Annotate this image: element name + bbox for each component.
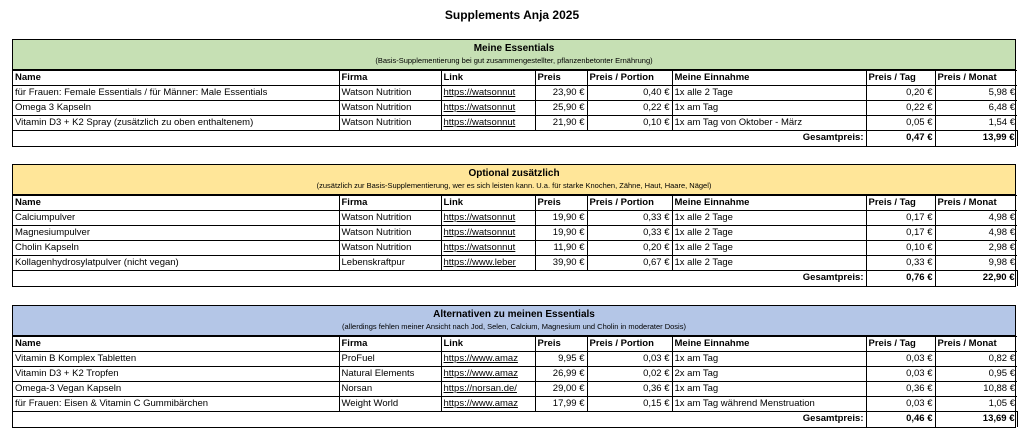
monat-cell: 2,98 € xyxy=(935,241,1017,256)
section-subtitle: (allerdings fehlen meiner Ansicht nach Jod, Selen, Calcium, Magnesium und Cholin in moderater Dosis) xyxy=(342,322,686,331)
portion-cell: 0,67 € xyxy=(587,256,672,271)
header-preis: Preis xyxy=(535,196,587,211)
monat-cell: 1,54 € xyxy=(935,116,1017,131)
header-preis-tag: Preis / Tag xyxy=(866,71,935,86)
header-firma: Firma xyxy=(339,71,441,86)
table-row xyxy=(13,226,1017,241)
table-row xyxy=(13,367,1017,382)
name-cell: Vitamin D3 + K2 Tropfen xyxy=(13,367,339,382)
preis-cell: 39,90 € xyxy=(535,256,587,271)
einnahme-cell: 1x am Tag von Oktober - März xyxy=(672,116,866,131)
firma-cell: ProFuel xyxy=(339,352,441,367)
total-row xyxy=(13,412,1017,427)
header-name: Name xyxy=(13,71,339,86)
name-cell: Cholin Kapseln xyxy=(13,241,339,256)
essentials-table xyxy=(13,70,1018,146)
header-preis-tag: Preis / Tag xyxy=(866,196,935,211)
einnahme-cell: 1x alle 2 Tage xyxy=(672,256,866,271)
firma-cell: Watson Nutrition xyxy=(339,211,441,226)
name-cell: Omega 3 Kapseln xyxy=(13,101,339,116)
portion-cell: 0,40 € xyxy=(587,86,672,101)
preis-cell: 19,90 € xyxy=(535,226,587,241)
header-preis-tag: Preis / Tag xyxy=(866,337,935,352)
total-row xyxy=(13,131,1017,146)
einnahme-cell: 1x am Tag während Menstruation xyxy=(672,397,866,412)
total-per-day: 0,46 € xyxy=(866,412,935,427)
header-preis-portion: Preis / Portion xyxy=(587,337,672,352)
header-firma: Firma xyxy=(339,337,441,352)
total-row xyxy=(13,271,1017,286)
tag-cell: 0,22 € xyxy=(866,101,935,116)
product-link[interactable]: https://norsan.de/ xyxy=(441,382,535,397)
preis-cell: 11,90 € xyxy=(535,241,587,256)
section-optional xyxy=(12,164,1016,287)
product-link[interactable]: https://www.leber xyxy=(441,256,535,271)
header-preis: Preis xyxy=(535,337,587,352)
monat-cell: 6,48 € xyxy=(935,101,1017,116)
header-link: Link xyxy=(441,71,535,86)
total-per-month: 13,69 € xyxy=(935,412,1017,427)
header-preis-monat: Preis / Monat xyxy=(935,71,1017,86)
firma-cell: Watson Nutrition xyxy=(339,101,441,116)
einnahme-cell: 1x am Tag xyxy=(672,382,866,397)
firma-cell: Weight World xyxy=(339,397,441,412)
header-name: Name xyxy=(13,337,339,352)
monat-cell: 9,98 € xyxy=(935,256,1017,271)
firma-cell: Watson Nutrition xyxy=(339,86,441,101)
tag-cell: 0,05 € xyxy=(866,116,935,131)
name-cell: für Frauen: Eisen & Vitamin C Gummibärchen xyxy=(13,397,339,412)
preis-cell: 29,00 € xyxy=(535,382,587,397)
einnahme-cell: 1x alle 2 Tage xyxy=(672,226,866,241)
einnahme-cell: 1x am Tag xyxy=(672,352,866,367)
tag-cell: 0,03 € xyxy=(866,397,935,412)
firma-cell: Watson Nutrition xyxy=(339,241,441,256)
section-alternatives xyxy=(12,305,1016,428)
tag-cell: 0,03 € xyxy=(866,352,935,367)
portion-cell: 0,33 € xyxy=(587,211,672,226)
preis-cell: 23,90 € xyxy=(535,86,587,101)
monat-cell: 10,88 € xyxy=(935,382,1017,397)
product-link[interactable]: https://watsonnut xyxy=(441,211,535,226)
header-preis-monat: Preis / Monat xyxy=(935,196,1017,211)
einnahme-cell: 1x alle 2 Tage xyxy=(672,241,866,256)
header-einnahme: Meine Einnahme xyxy=(672,337,866,352)
product-link[interactable]: https://www.amaz xyxy=(441,352,535,367)
product-link[interactable]: https://watsonnut xyxy=(441,116,535,131)
name-cell: für Frauen: Female Essentials / für Männer: Male Essentials xyxy=(13,86,339,101)
monat-cell: 4,98 € xyxy=(935,211,1017,226)
table-row xyxy=(13,101,1017,116)
table-row xyxy=(13,86,1017,101)
page-title: Supplements Anja 2025 xyxy=(444,8,580,22)
preis-cell: 21,90 € xyxy=(535,116,587,131)
tag-cell: 0,17 € xyxy=(866,211,935,226)
tag-cell: 0,33 € xyxy=(866,256,935,271)
optional-table xyxy=(13,195,1018,286)
header-row xyxy=(13,196,1017,211)
einnahme-cell: 1x am Tag xyxy=(672,101,866,116)
header-name: Name xyxy=(13,196,339,211)
total-label: Gesamtpreis: xyxy=(802,413,864,425)
portion-cell: 0,03 € xyxy=(587,352,672,367)
monat-cell: 0,82 € xyxy=(935,352,1017,367)
tag-cell: 0,10 € xyxy=(866,241,935,256)
firma-cell: Natural Elements xyxy=(339,367,441,382)
section-header xyxy=(13,40,1015,70)
total-label: Gesamtpreis: xyxy=(802,132,864,144)
name-cell: Vitamin D3 + K2 Spray (zusätzlich zu oben enthaltenem) xyxy=(13,116,339,131)
tag-cell: 0,17 € xyxy=(866,226,935,241)
product-link[interactable]: https://watsonnut xyxy=(441,101,535,116)
header-link: Link xyxy=(441,196,535,211)
product-link[interactable]: https://watsonnut xyxy=(441,241,535,256)
preis-cell: 19,90 € xyxy=(535,211,587,226)
table-row xyxy=(13,352,1017,367)
section-subtitle: (Basis-Supplementierung bei gut zusammengestellter, pflanzenbetonter Ernährung) xyxy=(375,56,653,65)
header-preis-portion: Preis / Portion xyxy=(587,196,672,211)
firma-cell: Watson Nutrition xyxy=(339,116,441,131)
monat-cell: 5,98 € xyxy=(935,86,1017,101)
portion-cell: 0,15 € xyxy=(587,397,672,412)
header-preis-portion: Preis / Portion xyxy=(587,71,672,86)
firma-cell: Norsan xyxy=(339,382,441,397)
header-link: Link xyxy=(441,337,535,352)
firma-cell: Lebenskraftpur xyxy=(339,256,441,271)
section-essentials xyxy=(12,39,1016,147)
portion-cell: 0,20 € xyxy=(587,241,672,256)
header-row xyxy=(13,337,1017,352)
header-preis-monat: Preis / Monat xyxy=(935,337,1017,352)
firma-cell: Watson Nutrition xyxy=(339,226,441,241)
product-link[interactable]: https://www.amaz xyxy=(441,397,535,412)
monat-cell: 1,05 € xyxy=(935,397,1017,412)
header-firma: Firma xyxy=(339,196,441,211)
section-subtitle: (zusätzlich zur Basis-Supplementierung, wer es sich leisten kann. U.a. für starke Knochen, Zähne, Haut, Haare, Nägel) xyxy=(316,181,712,190)
name-cell: Magnesiumpulver xyxy=(13,226,339,241)
section-title: Alternativen zu meinen Essentials xyxy=(433,309,595,320)
einnahme-cell: 2x am Tag xyxy=(672,367,866,382)
table-row xyxy=(13,211,1017,226)
portion-cell: 0,22 € xyxy=(587,101,672,116)
einnahme-cell: 1x alle 2 Tage xyxy=(672,86,866,101)
name-cell: Kollagenhydrosylatpulver (nicht vegan) xyxy=(13,256,339,271)
section-title: Optional zusätzlich xyxy=(468,168,560,179)
header-row xyxy=(13,71,1017,86)
product-link[interactable]: https://watsonnut xyxy=(441,86,535,101)
product-link[interactable]: https://watsonnut xyxy=(441,226,535,241)
table-row xyxy=(13,382,1017,397)
section-header xyxy=(13,306,1015,336)
name-cell: Vitamin B Komplex Tabletten xyxy=(13,352,339,367)
portion-cell: 0,36 € xyxy=(587,382,672,397)
table-row xyxy=(13,241,1017,256)
tag-cell: 0,03 € xyxy=(866,367,935,382)
preis-cell: 25,90 € xyxy=(535,101,587,116)
preis-cell: 26,99 € xyxy=(535,367,587,382)
monat-cell: 0,95 € xyxy=(935,367,1017,382)
alternatives-table xyxy=(13,336,1018,427)
header-einnahme: Meine Einnahme xyxy=(672,196,866,211)
table-row xyxy=(13,116,1017,131)
total-per-day: 0,76 € xyxy=(866,271,935,286)
portion-cell: 0,10 € xyxy=(587,116,672,131)
total-label: Gesamtpreis: xyxy=(802,272,864,284)
header-preis: Preis xyxy=(535,71,587,86)
total-per-month: 13,99 € xyxy=(935,131,1017,146)
total-per-day: 0,47 € xyxy=(866,131,935,146)
header-einnahme: Meine Einnahme xyxy=(672,71,866,86)
section-title: Meine Essentials xyxy=(473,43,555,54)
preis-cell: 17,99 € xyxy=(535,397,587,412)
tag-cell: 0,36 € xyxy=(866,382,935,397)
name-cell: Calciumpulver xyxy=(13,211,339,226)
product-link[interactable]: https://www.amaz xyxy=(441,367,535,382)
einnahme-cell: 1x alle 2 Tage xyxy=(672,211,866,226)
total-per-month: 22,90 € xyxy=(935,271,1017,286)
tag-cell: 0,20 € xyxy=(866,86,935,101)
section-header xyxy=(13,165,1015,195)
preis-cell: 9,95 € xyxy=(535,352,587,367)
table-row xyxy=(13,256,1017,271)
portion-cell: 0,33 € xyxy=(587,226,672,241)
name-cell: Omega-3 Vegan Kapseln xyxy=(13,382,339,397)
table-row xyxy=(13,397,1017,412)
portion-cell: 0,02 € xyxy=(587,367,672,382)
monat-cell: 4,98 € xyxy=(935,226,1017,241)
